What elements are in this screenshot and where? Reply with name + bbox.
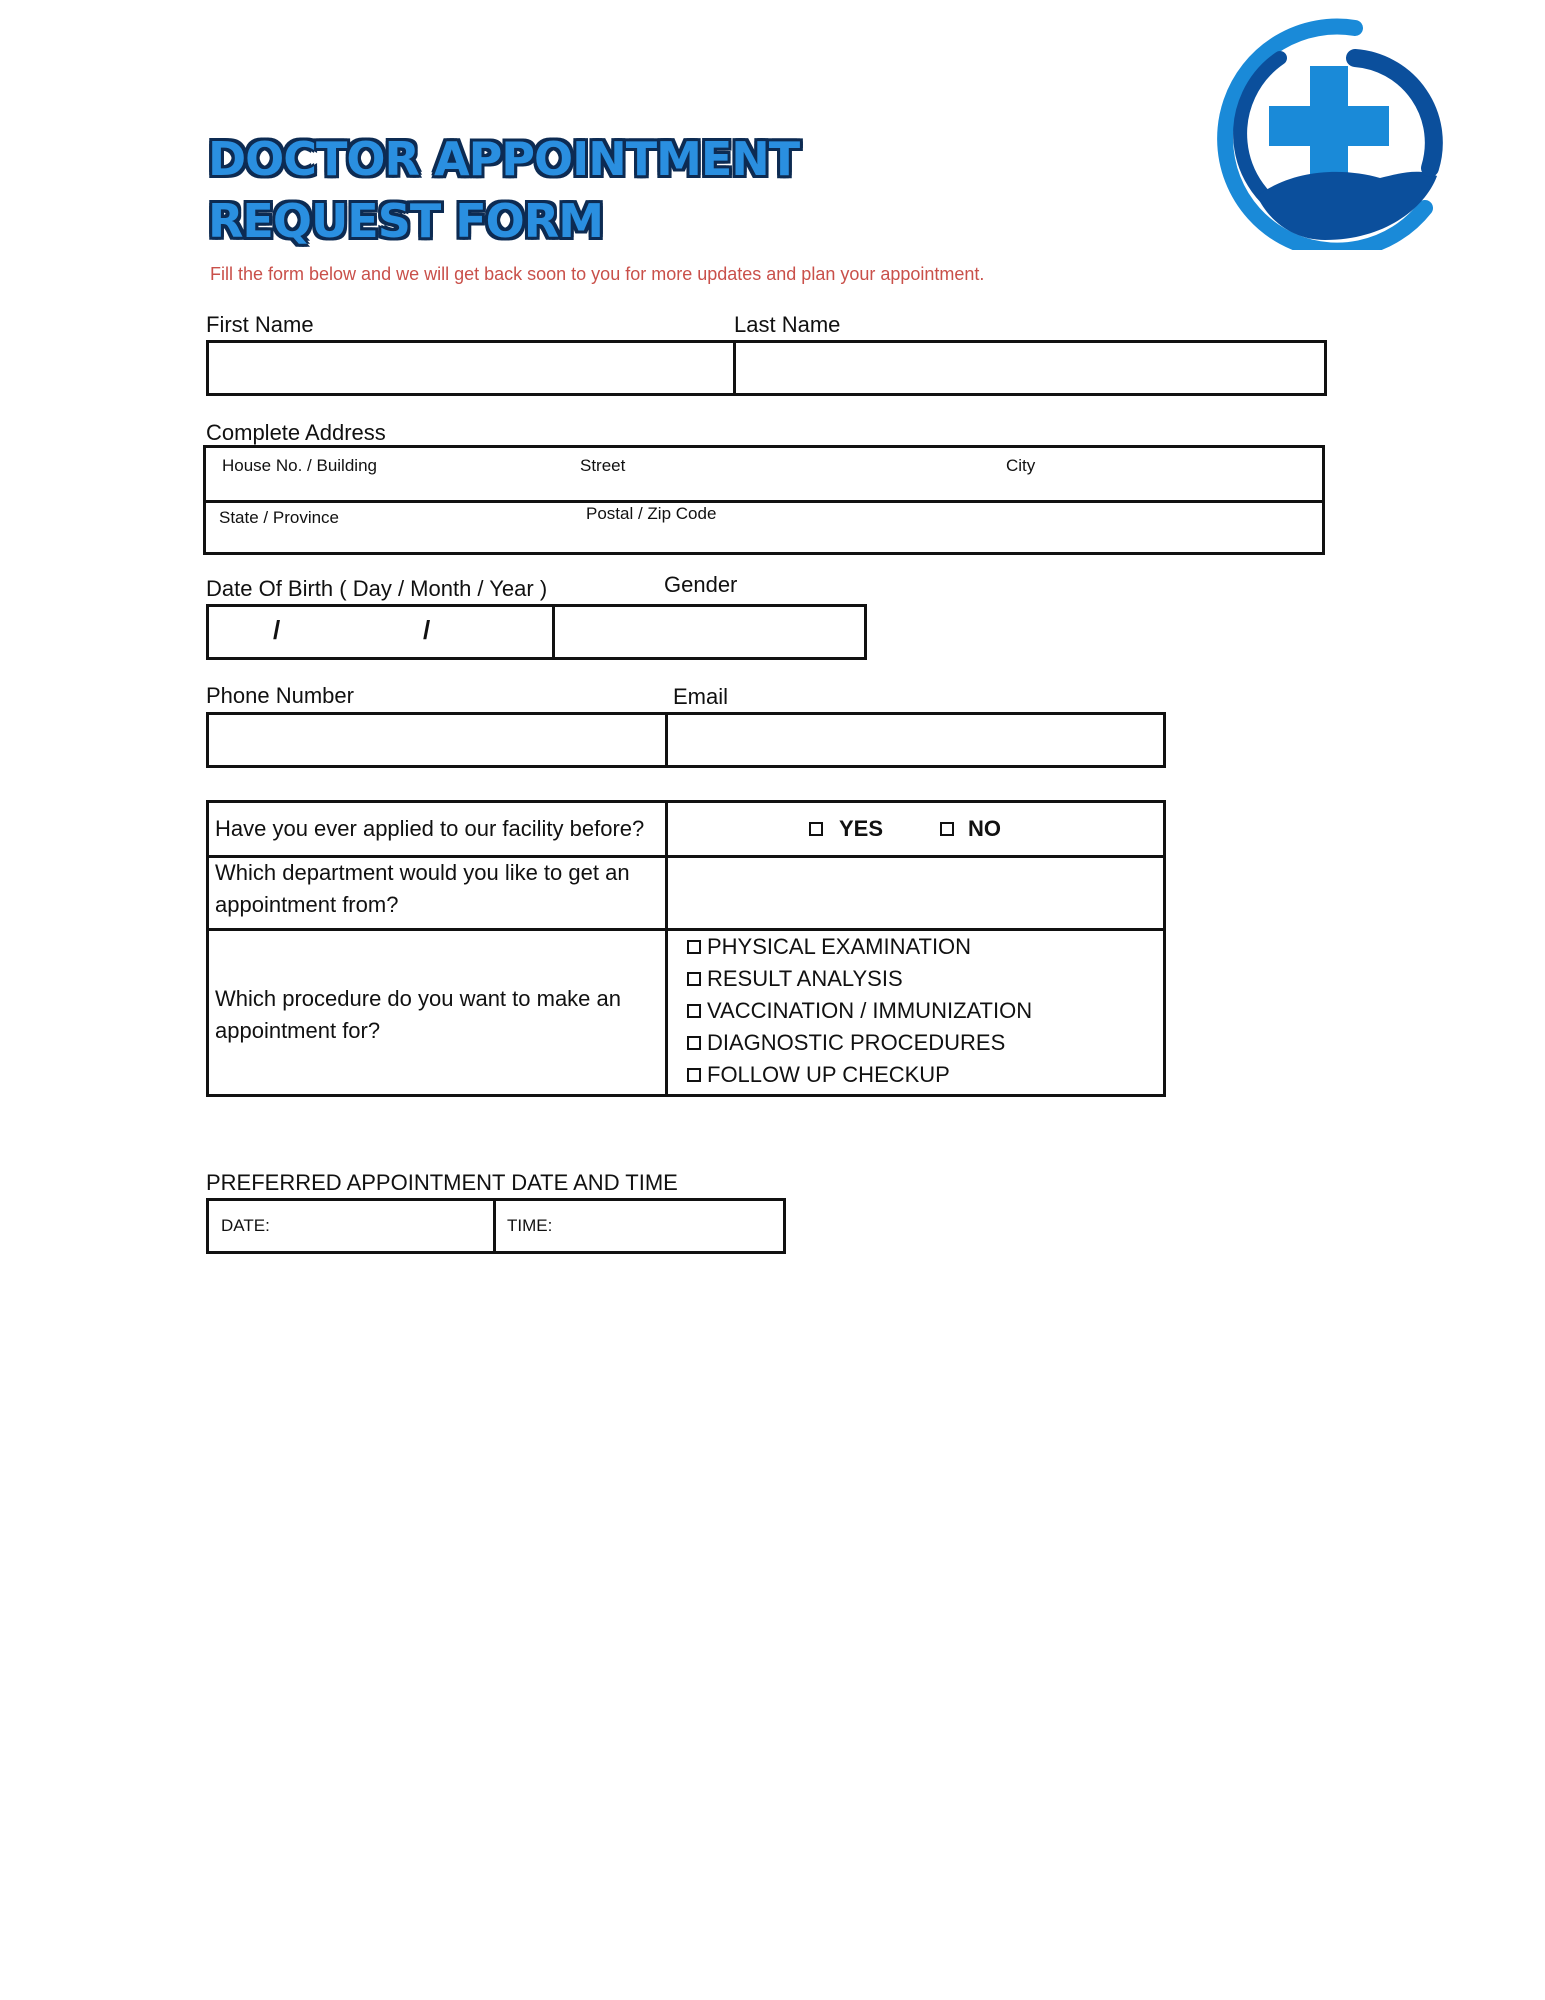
procedure-option[interactable] xyxy=(687,931,1032,963)
email-label: Email xyxy=(673,684,729,709)
dob-input[interactable] xyxy=(209,607,552,657)
procedure-label: VACCINATION / IMMUNIZATION xyxy=(707,998,1033,1023)
street-field[interactable]: Street xyxy=(580,456,626,475)
procedure-option[interactable] xyxy=(687,1027,1032,1059)
preferred-datetime-label: PREFERRED APPOINTMENT DATE AND TIME xyxy=(206,1170,678,1195)
procedure-option[interactable] xyxy=(687,995,1032,1027)
first-name-label: First Name xyxy=(206,312,314,337)
state-province-field[interactable]: State / Province xyxy=(219,508,340,527)
form-subtitle: Fill the form below and we will get back soon to you for more updates and plan your appointment. xyxy=(210,264,985,284)
dob-separator-2: / xyxy=(423,615,431,645)
procedure-checkbox[interactable] xyxy=(687,1068,701,1082)
procedure-label: RESULT ANALYSIS xyxy=(707,966,903,991)
medical-cross-hand-icon xyxy=(1205,18,1445,250)
procedure-label: PHYSICAL EXAMINATION xyxy=(707,934,972,959)
no-label: NO xyxy=(968,816,1001,841)
procedure-options xyxy=(687,931,1032,1091)
name-box xyxy=(206,340,1327,396)
clinic-logo xyxy=(1205,18,1445,250)
address-divider xyxy=(206,500,1322,503)
procedure-option[interactable] xyxy=(687,963,1032,995)
preferred-date-field[interactable]: DATE: xyxy=(221,1216,270,1235)
no-option[interactable] xyxy=(940,813,1001,845)
procedure-option[interactable] xyxy=(687,1059,1032,1091)
form-title-line1: DOCTOR APPOINTMENT xyxy=(208,132,800,186)
last-name-input[interactable] xyxy=(736,343,1324,393)
phone-input[interactable] xyxy=(209,715,665,765)
dob-gender-box xyxy=(206,604,867,660)
postal-zip-field[interactable]: Postal / Zip Code xyxy=(586,504,717,523)
question-applied-before: Have you ever applied to our facility before? xyxy=(215,816,645,841)
email-input[interactable] xyxy=(668,715,1163,765)
no-checkbox[interactable] xyxy=(940,822,954,836)
yes-option[interactable] xyxy=(809,813,883,845)
phone-email-box xyxy=(206,712,1166,768)
gender-input[interactable] xyxy=(555,607,864,657)
preferred-time-field[interactable]: TIME: xyxy=(507,1216,553,1235)
house-building-field[interactable]: House No. / Building xyxy=(222,456,377,475)
question-department: Which department would you like to get an appointment from? xyxy=(215,860,630,917)
procedure-label: FOLLOW UP CHECKUP xyxy=(707,1062,950,1087)
department-input[interactable] xyxy=(668,858,1163,928)
last-name-label: Last Name xyxy=(734,312,841,337)
yes-checkbox[interactable] xyxy=(809,822,823,836)
procedure-checkbox[interactable] xyxy=(687,972,701,986)
procedure-checkbox[interactable] xyxy=(687,1036,701,1050)
address-label: Complete Address xyxy=(206,420,386,445)
city-field[interactable]: City xyxy=(1006,456,1036,475)
preferred-datetime-box xyxy=(206,1198,786,1254)
questions-table xyxy=(206,800,1166,1097)
procedure-checkbox[interactable] xyxy=(687,940,701,954)
dob-label: Date Of Birth ( Day / Month / Year ) xyxy=(206,576,548,601)
yes-label: YES xyxy=(839,816,884,841)
phone-label: Phone Number xyxy=(206,683,354,708)
gender-label: Gender xyxy=(664,572,738,597)
procedure-checkbox[interactable] xyxy=(687,1004,701,1018)
preferred-divider xyxy=(493,1201,496,1251)
first-name-input[interactable] xyxy=(209,343,733,393)
procedure-label: DIAGNOSTIC PROCEDURES xyxy=(707,1030,1006,1055)
form-title-line2: REQUEST FORM xyxy=(208,194,603,248)
questions-col-divider xyxy=(665,803,668,1094)
address-box xyxy=(203,445,1325,555)
dob-separator-1: / xyxy=(273,615,281,645)
question-procedure: Which procedure do you want to make an appointment for? xyxy=(215,986,622,1043)
